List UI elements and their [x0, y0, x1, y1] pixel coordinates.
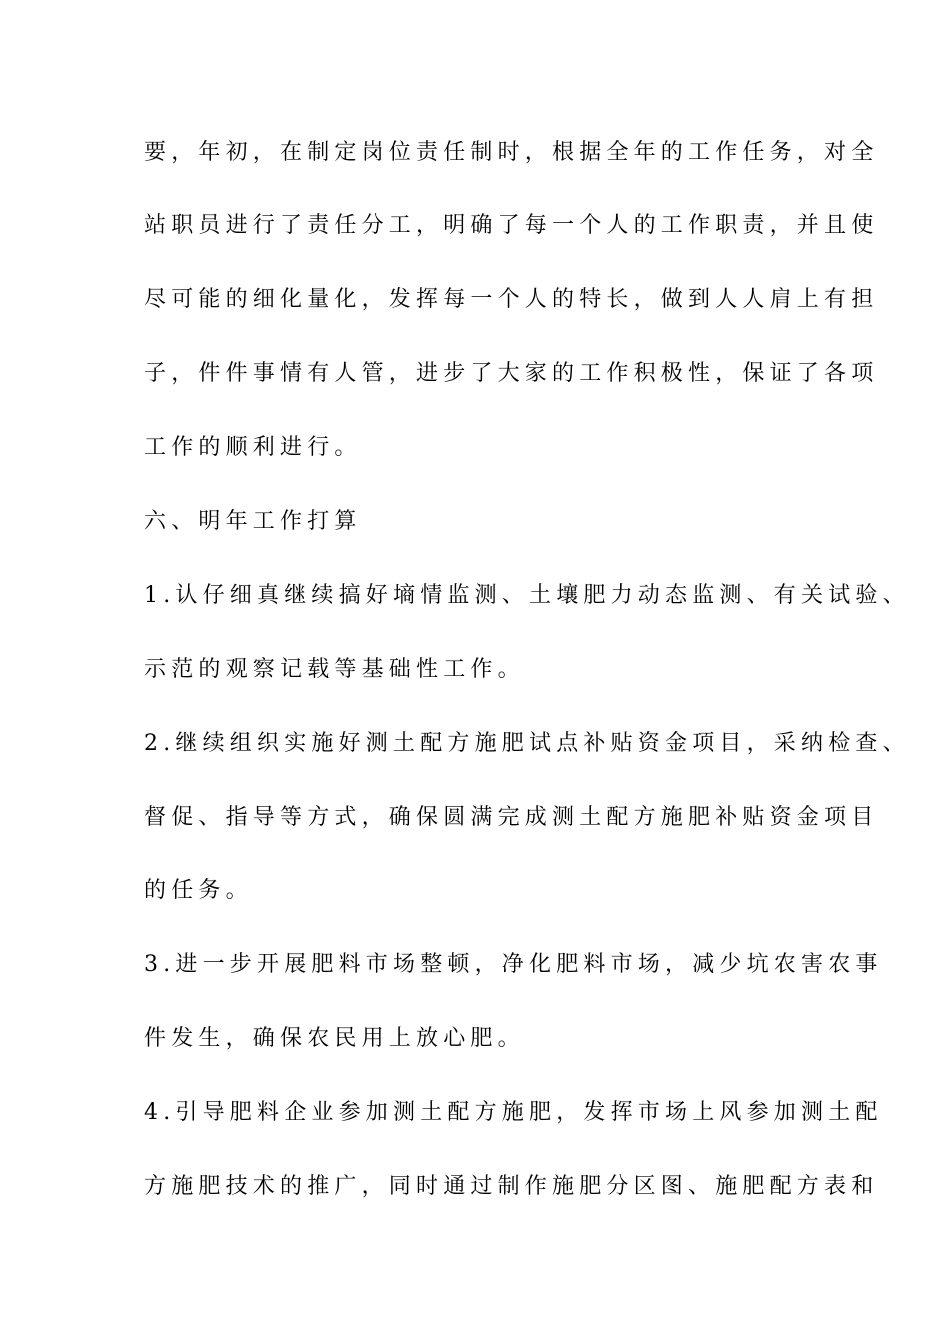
text-line: 2.继续组织实施好测土配方施肥试点补贴资金项目，采纳检查、	[144, 731, 910, 756]
text-line: 督促、指导等方式，确保圆满完成测土配方施肥补贴资金项目	[144, 805, 879, 830]
section-heading: 六、明年工作打算	[144, 509, 362, 534]
text-line: 4.引导肥料企业参加测土配方施肥，发挥市场上风参加测土配	[144, 1100, 883, 1125]
text-line: 件发生，确保农民用上放心肥。	[144, 1026, 525, 1051]
text-line: 站职员进行了责任分工，明确了每一个人的工作职责，并且使	[144, 213, 879, 238]
text-line: 要，年初，在制定岗位责任制时，根据全年的工作任务，对全	[144, 140, 879, 165]
text-line: 工作的顺利进行。	[144, 435, 362, 460]
text-line: 方施肥技术的推广，同时通过制作施肥分区图、施肥配方表和	[144, 1174, 879, 1199]
text-line: 3.进一步开展肥料市场整顿，净化肥料市场，减少坑农害农事	[144, 952, 883, 977]
text-line: 子，件件事情有人管，进步了大家的工作积极性，保证了各项	[144, 361, 879, 386]
text-line: 的任务。	[144, 878, 253, 903]
text-line: 尽可能的细化量化，发挥每一个人的特长，做到人人肩上有担	[144, 287, 879, 312]
text-line: 示范的观察记载等基础性工作。	[144, 657, 525, 682]
text-line: 1.认仔细真继续搞好墒情监测、土壤肥力动态监测、有关试验、	[144, 583, 910, 608]
